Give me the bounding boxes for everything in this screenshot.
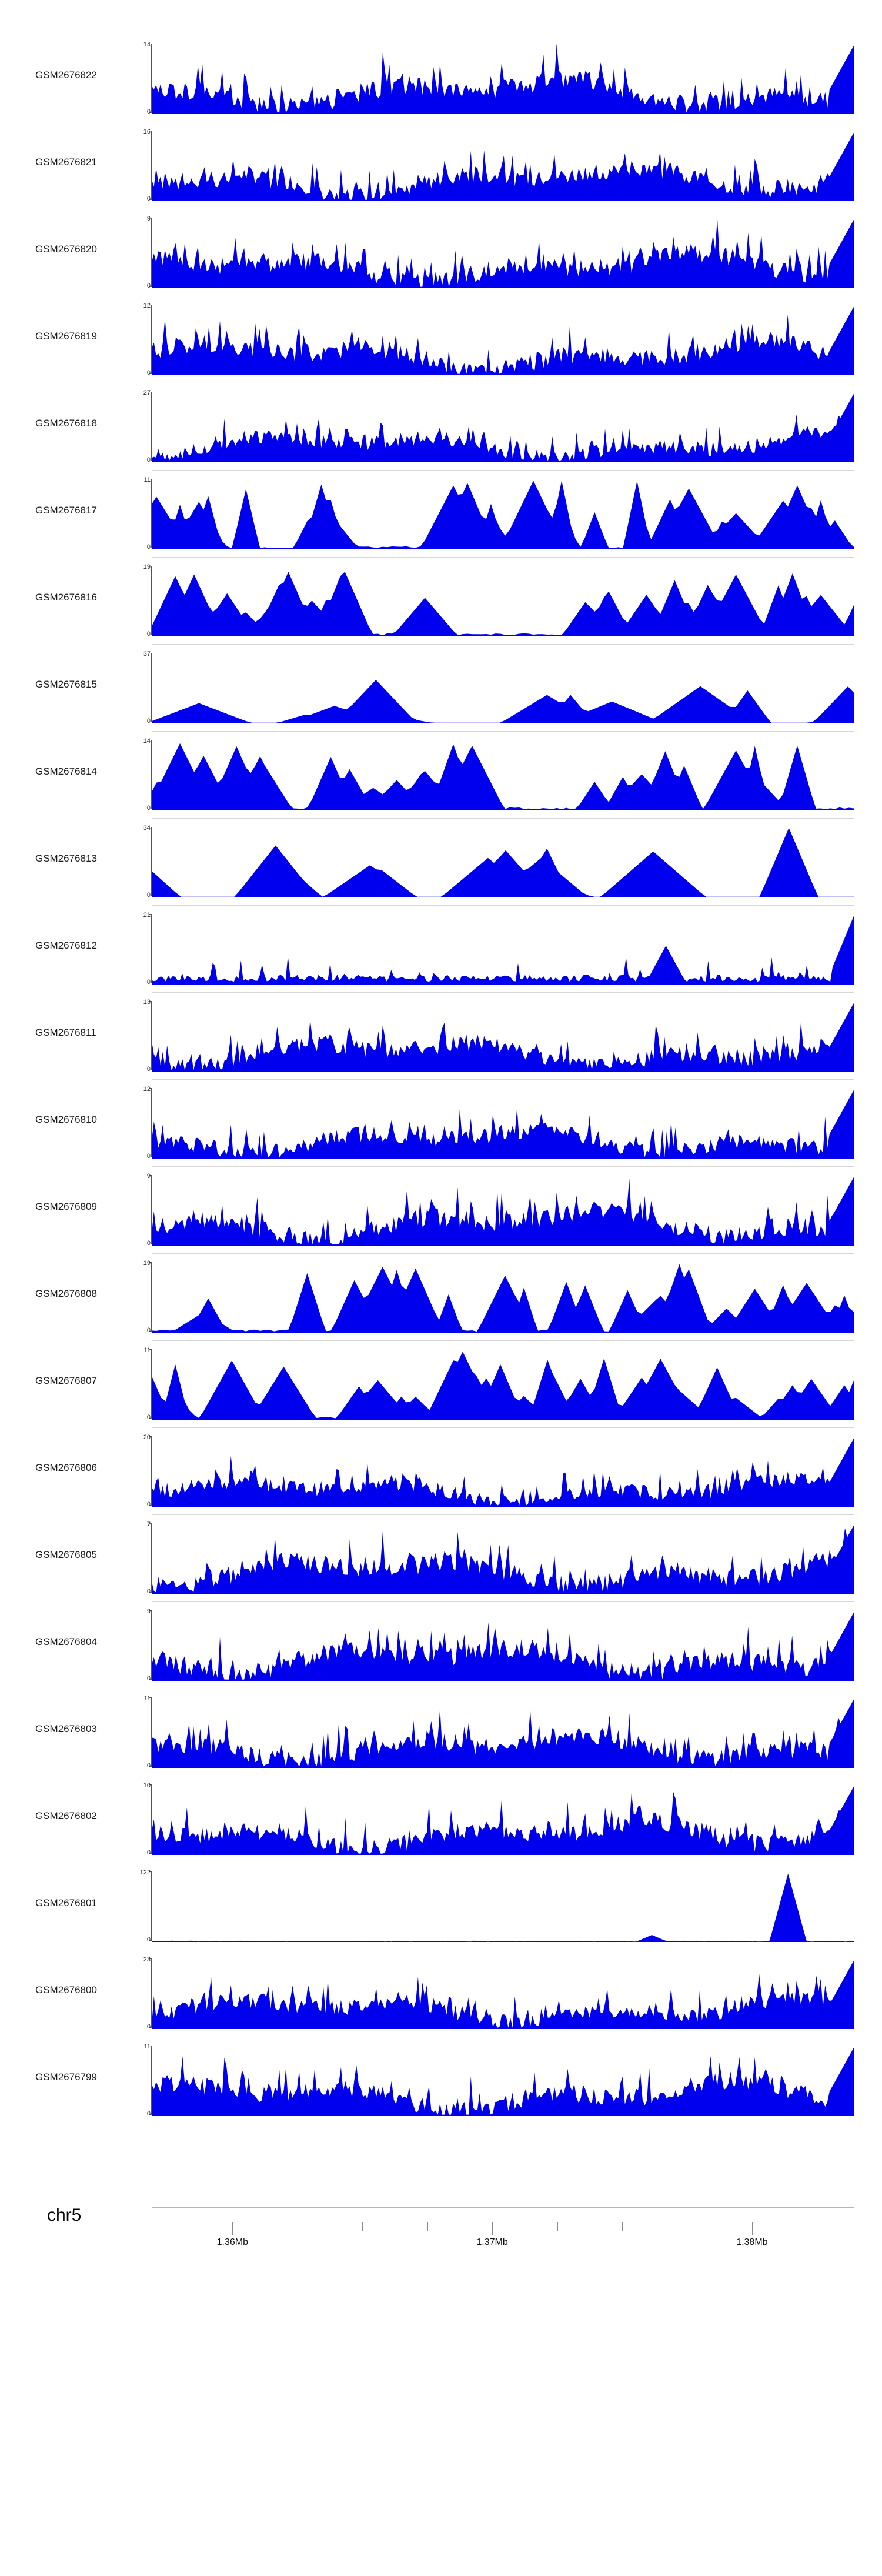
coverage-track[interactable]	[0, 1341, 882, 1428]
track-y-axis	[136, 1776, 152, 1863]
y-axis-max-label: 37	[143, 650, 151, 658]
track-label: GSM2676805	[35, 1549, 97, 1560]
axis-tick	[232, 2222, 233, 2235]
coverage-track[interactable]	[0, 1167, 882, 1254]
y-axis-max-label: 11	[143, 1347, 151, 1354]
y-axis-min-label: 0	[146, 1066, 151, 1073]
track-label: GSM2676810	[35, 1114, 97, 1125]
y-axis-min-label: 0	[146, 1153, 151, 1160]
y-axis-max-label: 27	[143, 389, 151, 396]
y-axis-min-label: 0	[146, 1675, 151, 1682]
track-y-axis	[136, 645, 152, 732]
track-y-axis	[136, 1254, 152, 1341]
axis-tick-label: 1.38Mb	[736, 2237, 768, 2247]
track-label: GSM2676808	[35, 1288, 97, 1299]
track-coverage-plot[interactable]	[152, 1522, 854, 1594]
y-axis-min-label: 0	[146, 369, 151, 376]
coverage-tracks-area	[0, 35, 882, 2124]
y-axis-max-label: 9	[146, 1608, 151, 1615]
track-label: GSM2676817	[35, 505, 97, 516]
coverage-track[interactable]	[0, 558, 882, 645]
track-label: GSM2676818	[35, 418, 97, 429]
track-y-axis	[136, 471, 152, 558]
track-y-axis	[136, 1602, 152, 1689]
coverage-track[interactable]	[0, 35, 882, 122]
track-label: GSM2676811	[35, 1027, 96, 1038]
track-y-axis	[136, 1689, 152, 1776]
coverage-track[interactable]	[0, 1863, 882, 1950]
track-y-axis	[136, 558, 152, 645]
track-coverage-plot[interactable]	[152, 739, 854, 810]
y-axis-min-label: 0	[146, 1849, 151, 1856]
track-label: GSM2676800	[35, 1984, 97, 1996]
coverage-track[interactable]	[0, 209, 882, 296]
coverage-track[interactable]	[0, 296, 882, 383]
y-axis-max-label: 19	[143, 563, 151, 570]
y-axis-max-label: 9	[146, 1173, 151, 1180]
y-axis-max-label: 11	[143, 476, 151, 483]
track-label: GSM2676820	[35, 243, 97, 255]
track-coverage-plot[interactable]	[152, 42, 854, 114]
track-label: GSM2676813	[35, 853, 97, 864]
track-coverage-plot[interactable]	[152, 1783, 854, 1855]
y-axis-max-label: 23	[143, 1956, 151, 1963]
axis-tick	[557, 2222, 558, 2231]
coverage-track[interactable]	[0, 906, 882, 993]
coverage-track[interactable]	[0, 1254, 882, 1341]
track-y-axis	[136, 296, 152, 383]
coverage-track[interactable]	[0, 1950, 882, 2037]
track-y-axis	[136, 819, 152, 906]
track-y-axis	[136, 122, 152, 209]
coverage-track[interactable]	[0, 993, 882, 1080]
track-coverage-plot[interactable]	[152, 391, 854, 462]
track-coverage-plot[interactable]	[152, 216, 854, 288]
track-coverage-plot[interactable]	[152, 826, 854, 897]
track-y-axis	[136, 1950, 152, 2037]
y-axis-max-label: 12	[143, 1086, 151, 1093]
genome-axis-area	[0, 2176, 882, 2329]
y-axis-min-label: 0	[146, 456, 151, 463]
y-axis-max-label: 14	[143, 41, 151, 48]
y-axis-min-label: 0	[146, 718, 151, 725]
track-y-axis	[136, 1080, 152, 1167]
track-y-axis	[136, 1863, 152, 1950]
y-axis-min-label: 0	[146, 543, 151, 550]
track-coverage-plot[interactable]	[152, 1261, 854, 1333]
track-coverage-plot[interactable]	[152, 913, 854, 985]
track-coverage-plot[interactable]	[152, 1174, 854, 1246]
axis-tick	[622, 2222, 623, 2231]
track-label: GSM2676819	[35, 331, 97, 342]
axis-tick	[752, 2222, 753, 2235]
coverage-track[interactable]	[0, 1689, 882, 1776]
y-axis-max-label: 16	[143, 128, 151, 135]
track-label: GSM2676822	[35, 69, 97, 81]
track-coverage-plot[interactable]	[152, 565, 854, 636]
track-coverage-plot[interactable]	[152, 129, 854, 201]
y-axis-min-label: 0	[146, 2023, 151, 2030]
track-y-axis	[136, 2037, 152, 2124]
axis-tick-label: 1.37Mb	[476, 2237, 508, 2247]
y-axis-min-label: 0	[146, 195, 151, 202]
axis-line	[152, 2207, 854, 2208]
track-y-axis	[136, 1428, 152, 1515]
y-axis-min-label: 0	[146, 979, 151, 986]
track-label: GSM2676815	[35, 679, 97, 690]
coverage-track[interactable]	[0, 2037, 882, 2124]
track-label: GSM2676799	[35, 2071, 97, 2083]
coverage-track[interactable]	[0, 819, 882, 906]
coverage-track[interactable]	[0, 471, 882, 558]
track-label: GSM2676814	[35, 766, 97, 777]
y-axis-max-label: 21	[143, 912, 151, 919]
track-coverage-plot[interactable]	[152, 652, 854, 723]
y-axis-max-label: 20	[143, 1434, 151, 1441]
track-coverage-plot[interactable]	[152, 1087, 854, 1159]
track-label: GSM2676804	[35, 1636, 97, 1647]
axis-tick	[427, 2222, 428, 2231]
axis-tick	[362, 2222, 363, 2231]
track-coverage-plot[interactable]	[152, 1696, 854, 1768]
track-coverage-plot[interactable]	[152, 1870, 854, 1942]
y-axis-max-label: 34	[143, 825, 151, 832]
y-axis-min-label: 0	[146, 805, 151, 812]
track-y-axis	[136, 1341, 152, 1428]
coverage-track[interactable]	[0, 1515, 882, 1602]
y-axis-max-label: 12	[143, 302, 151, 309]
y-axis-max-label: 9	[146, 215, 151, 222]
coverage-track[interactable]	[0, 732, 882, 819]
track-coverage-plot[interactable]	[152, 1435, 854, 1507]
y-axis-min-label: 0	[146, 1327, 151, 1334]
genome-coordinate-axis	[152, 2207, 854, 2277]
track-coverage-plot[interactable]	[152, 1000, 854, 1072]
track-y-axis	[136, 35, 152, 122]
y-axis-min-label: 0	[146, 1936, 151, 1943]
track-y-axis	[136, 1515, 152, 1602]
coverage-track[interactable]	[0, 1428, 882, 1515]
y-axis-max-label: 19	[143, 1260, 151, 1267]
track-y-axis	[136, 732, 152, 819]
track-y-axis	[136, 209, 152, 296]
coverage-track[interactable]	[0, 122, 882, 209]
axis-tick	[492, 2222, 493, 2235]
track-y-axis	[136, 906, 152, 993]
coverage-track[interactable]	[0, 645, 882, 732]
y-axis-min-label: 0	[146, 630, 151, 638]
y-axis-min-label: 0	[146, 1414, 151, 1421]
track-label: GSM2676806	[35, 1462, 97, 1473]
track-label: GSM2676821	[35, 156, 97, 168]
y-axis-max-label: 7	[146, 1521, 151, 1528]
y-axis-min-label: 0	[146, 1501, 151, 1508]
y-axis-min-label: 0	[146, 892, 151, 899]
track-label: GSM2676802	[35, 1810, 97, 1821]
track-coverage-plot[interactable]	[152, 303, 854, 375]
coverage-track[interactable]	[0, 383, 882, 471]
track-coverage-plot[interactable]	[152, 1609, 854, 1681]
y-axis-min-label: 0	[146, 282, 151, 289]
coverage-track[interactable]	[0, 1080, 882, 1167]
y-axis-max-label: 11	[143, 2043, 151, 2050]
coverage-track[interactable]	[0, 1602, 882, 1689]
y-axis-max-label: 10	[143, 1782, 151, 1789]
y-axis-min-label: 0	[146, 1240, 151, 1247]
track-y-axis	[136, 1167, 152, 1254]
track-coverage-plot[interactable]	[152, 1348, 854, 1420]
track-label: GSM2676809	[35, 1201, 97, 1212]
track-label: GSM2676807	[35, 1375, 97, 1386]
track-coverage-plot[interactable]	[152, 1957, 854, 2029]
coverage-track[interactable]	[0, 1776, 882, 1863]
track-label: GSM2676803	[35, 1723, 97, 1734]
track-y-axis	[136, 383, 152, 471]
axis-tick-label: 1.36Mb	[216, 2237, 248, 2247]
track-label: GSM2676816	[35, 592, 97, 603]
y-axis-max-label: 122	[139, 1869, 151, 1876]
chromosome-label: chr5	[47, 2205, 82, 2225]
y-axis-max-label: 13	[143, 999, 151, 1006]
track-label: GSM2676801	[35, 1897, 97, 1908]
track-coverage-plot[interactable]	[152, 478, 854, 549]
track-label: GSM2676812	[35, 940, 97, 951]
track-coverage-plot[interactable]	[152, 2044, 854, 2116]
y-axis-min-label: 0	[146, 1762, 151, 1769]
y-axis-max-label: 11	[143, 1695, 151, 1702]
track-y-axis	[136, 993, 152, 1080]
y-axis-max-label: 14	[143, 738, 151, 745]
y-axis-min-label: 0	[146, 2110, 151, 2117]
y-axis-min-label: 0	[146, 108, 151, 115]
y-axis-min-label: 0	[146, 1588, 151, 1595]
